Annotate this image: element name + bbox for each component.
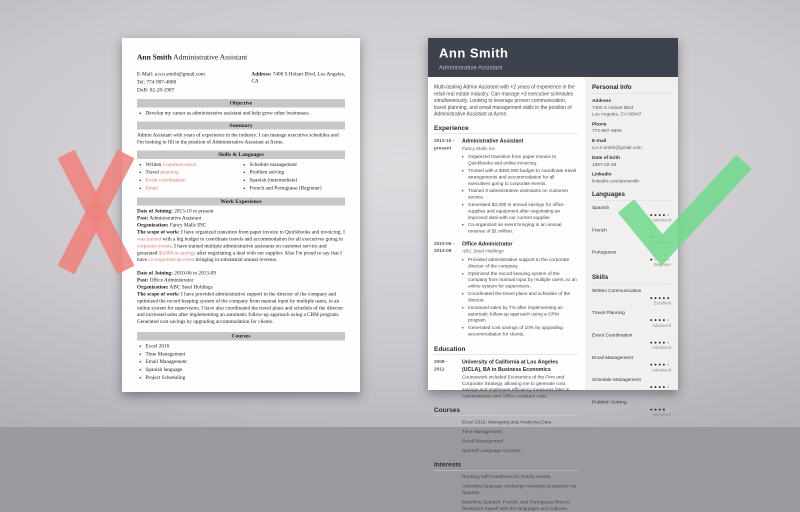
- dots-filled: ●●●●: [649, 317, 667, 323]
- dob-line: [137, 87, 205, 94]
- candidate-name: Ann Smith: [137, 53, 172, 62]
- job-scope-label: The scope of work:: [137, 291, 180, 297]
- job-bullets: [462, 257, 578, 338]
- field-value: 1987-02-28: [592, 161, 617, 168]
- tel-line: [137, 79, 205, 86]
- dob-value: 02-28-1987: [149, 87, 175, 93]
- skill-item: • French and Portuguese (Beginner): [250, 185, 346, 192]
- skill-name: Travel Planning: [592, 310, 625, 316]
- sidebar-heading-languages: Languages: [592, 190, 671, 201]
- rating-level: Advanced: [652, 345, 671, 351]
- job-bullet: • Coordinated the travel plans and schedule of the director.: [468, 291, 578, 304]
- dots-filled: ●: [649, 234, 655, 240]
- language-rating: [592, 205, 671, 223]
- job-date-label: Date of Joining:: [137, 208, 173, 215]
- job-post-label: Post:: [137, 215, 149, 222]
- course-item: Excel 2016: Managing and Analyzing Data: [462, 419, 552, 426]
- skill-name: Email Management: [592, 354, 633, 361]
- dots-empty: ●: [666, 339, 671, 345]
- rating-level: Advanced: [652, 412, 671, 417]
- summary-text: Admin Assistant with years of experience in the industry. I can manage executive schedules and I'm looking to fill in the position of Administrative Assistant at Acme.: [137, 132, 339, 146]
- address-value: 7400 S Hobart Blvd, Los Angeles, CA: [251, 71, 345, 84]
- job-bullet: • Optimized the record keeping system of the company from manual input by multiple users, to an online system for supervisors.: [468, 271, 578, 290]
- field-label: Address: [592, 98, 612, 104]
- job-company: ABC Steel Holdings: [462, 248, 504, 255]
- job-org-line: [137, 284, 345, 291]
- sidebar-heading-personal-info: Personal Info: [592, 83, 671, 94]
- job-date-to: present: [434, 145, 452, 151]
- dots-empty: ●: [666, 406, 671, 412]
- job-scope-paragraph: [137, 291, 345, 326]
- job-org-label: Organization:: [137, 222, 169, 229]
- job-org-label: Organization:: [137, 284, 169, 291]
- skill-item: • Schedule management: [250, 161, 346, 168]
- job-post-value: Administrative Assistant: [149, 215, 202, 222]
- interest-item: Running half-marathons for charity events.: [462, 474, 552, 480]
- section-heading-courses: Courses: [434, 405, 578, 416]
- rating-level: Beginner: [653, 262, 671, 268]
- good-resume-body: [428, 77, 678, 512]
- sidebar-field-email: [592, 138, 671, 151]
- skill-item: [146, 161, 242, 168]
- sidebar-field-phone: [592, 121, 671, 134]
- dots-filled: ●: [649, 257, 655, 263]
- scope-text-flagged: $3,000 in savings: [158, 250, 196, 256]
- tel-value: 774-987-4808: [146, 79, 177, 85]
- job-details: [462, 138, 578, 236]
- field-label: Date of birth: [592, 154, 620, 161]
- skill-rating: [592, 399, 671, 417]
- interests-list: [462, 474, 578, 512]
- skill-text-flagged: planning: [160, 169, 179, 176]
- course-item: • Time Management: [146, 351, 346, 358]
- job-date-value: 2010-06 to 2013-09: [174, 270, 216, 277]
- field-value: linkedin.com/annsmith: [592, 178, 639, 185]
- job-dates: [434, 241, 462, 339]
- skill-rating: [592, 355, 671, 373]
- skill-name: Schedule Management: [592, 377, 641, 383]
- dots-filled: ●●●●: [649, 339, 667, 345]
- skill-name: Problem Solving: [592, 399, 627, 405]
- job-org-line: [137, 222, 345, 229]
- course-item: Email Management: [462, 438, 503, 445]
- dots-filled: ●●●●: [649, 362, 667, 368]
- rating-level: Advanced: [652, 217, 671, 223]
- education-entry: [434, 359, 578, 400]
- language-name: Spanish: [592, 204, 610, 211]
- rating-level: Advanced: [652, 322, 671, 328]
- good-resume-page: [428, 38, 678, 512]
- dots-empty: ●: [666, 384, 671, 390]
- interest-item: Watching Spanish, French, and Portuguese films to familiarize myself with the languages and cultures.: [462, 499, 571, 512]
- job-bullet: • Increased sales by 7% after implementing an automatic follow-up approach using a CRM program.: [468, 305, 578, 324]
- education-description: Coursework included Economics of the Firm and Corporate Strategy, allowing me to generate cost savings and implement efficiency measures later in Administrative and Office Assistant roles.: [462, 374, 570, 400]
- candidate-job-title: Administrative Assistant: [439, 64, 503, 72]
- skill-text: Written: [145, 161, 163, 168]
- good-main-column: [428, 77, 585, 512]
- job-date-line: [137, 270, 345, 277]
- job-date-line: [137, 208, 345, 215]
- skill-rating: [592, 332, 671, 350]
- courses-list: [462, 420, 578, 455]
- job-date-to: 2013-09: [434, 248, 452, 254]
- job-bullet: • Generated cost savings of 10% by upgrading accommodation for clients.: [468, 325, 578, 338]
- education-date-from: 2008 -: [434, 359, 448, 365]
- email-value: a.n.n.smith@gmail.com: [154, 71, 205, 77]
- dots-filled: ●●●●: [649, 212, 667, 218]
- scope-text: with a big budget to coordinate travels and accommodation for all executives going to: [161, 236, 344, 242]
- scope-text: after negotiating a deal with our supplier. Also I'm proud to say that I have: [137, 250, 342, 263]
- job-bullet: • Provided administrative support to the corporate director of the company.: [468, 257, 578, 270]
- education-details: [462, 359, 578, 400]
- language-name: Portuguese: [592, 249, 617, 256]
- job-title: Office Administrator: [462, 241, 513, 248]
- bad-resume-content: [122, 38, 360, 392]
- skill-rating: [592, 377, 671, 395]
- good-job-2: [434, 241, 578, 339]
- scope-text: I have provided administrative support to the director of the company and optimized the record keeping system of the company from manual input by multiple users, to an online system for supervisors. I have also coordinated the travel plans and schedule of the director and increased sales after implementing an automatic follow-up approach using a CRM program. Generated cost savings by upgrading accommodation for clients.: [137, 291, 344, 325]
- skill-item: [146, 185, 242, 192]
- scope-text: I have organized transition from paper invoice to Quickbooks and invoicing. I: [181, 229, 345, 236]
- summary-text: Multi-tasking Admin Assistant with +2 years of experience in the retail real estate industry. Can manage +3 executive schedules simultaneously. Looking to leverage proven communication, travel planning, and email management skills in the position of Administrative Assistant at Acme.: [434, 84, 575, 118]
- job-scope-label: The scope of work:: [137, 229, 180, 236]
- section-heading-skills: Skills & Languages: [137, 150, 345, 158]
- dots-filled: ●●●●: [649, 384, 667, 390]
- bad-job-1: [137, 208, 345, 263]
- tel-label: Tel:: [137, 79, 146, 85]
- field-label: LinkedIn: [592, 171, 612, 178]
- job-date-label: Date of Joining:: [137, 270, 173, 277]
- job-company: Fancy Malls Inc.: [462, 145, 497, 152]
- section-heading-objective: Objective: [137, 99, 345, 107]
- section-heading-courses: Courses: [137, 332, 345, 340]
- sidebar-field-address: [592, 98, 671, 118]
- section-heading-education: Education: [434, 344, 578, 355]
- job-post-line: [137, 215, 345, 222]
- skill-item: • Problem solving: [250, 169, 346, 176]
- skill-item: [146, 169, 242, 176]
- job-post-value: Office Administrator: [149, 277, 194, 284]
- job-org-value: Fancy Malls INC: [169, 222, 207, 229]
- skill-text-flagged: Email: [145, 185, 159, 192]
- dots-filled: ●●●●●: [649, 295, 671, 301]
- scope-text-flagged: co-organized an event: [148, 257, 195, 263]
- language-rating: [592, 250, 671, 268]
- rating-level: Excellent: [653, 300, 671, 306]
- dots-empty: ●: [666, 212, 671, 218]
- dob-label: DoB:: [137, 87, 149, 93]
- field-value: a.n.n.smith@gmail.com: [592, 145, 642, 151]
- objective-item: • Develop my career as administrative assistant and help grow other businesses.: [146, 110, 346, 117]
- skills-columns: [137, 161, 345, 193]
- job-dates: [434, 138, 462, 236]
- education-dates: [434, 359, 462, 400]
- field-label: E-mail: [592, 138, 607, 144]
- field-value: 774-987-4808: [592, 128, 622, 134]
- field-label: Phone: [592, 121, 607, 127]
- language-rating: [592, 227, 671, 245]
- dots-filled: ●●●●: [649, 406, 667, 412]
- rating-level: Advanced: [652, 389, 671, 395]
- skill-text: Travel: [145, 169, 161, 176]
- job-date-value: 2013-10 to present: [174, 208, 214, 215]
- field-value: Los Angeles, CA 90047: [592, 111, 642, 117]
- sidebar-field-linkedin: [592, 172, 671, 185]
- skill-rating: [592, 310, 671, 328]
- bad-contact-block: [137, 71, 345, 95]
- candidate-name: Ann Smith: [439, 45, 509, 61]
- good-job-1: [434, 138, 578, 236]
- course-item: • Excel 2016: [146, 343, 346, 350]
- email-label: E-Mail:: [137, 71, 154, 77]
- job-bullets: [462, 154, 578, 235]
- job-bullet: • Trusted with a $350,000 budget to coordinate travel arrangements and accommodation for all executives going to corporate events.: [468, 168, 578, 187]
- language-name: French: [592, 227, 607, 233]
- sidebar-field-dob: [592, 155, 671, 168]
- field-value: 7400 S Hobart Blvd: [592, 104, 634, 111]
- section-heading-summary: Summary: [137, 121, 345, 129]
- job-details: [462, 241, 578, 339]
- course-item: Time Management: [462, 429, 502, 435]
- rating-level: Advanced: [652, 367, 671, 373]
- education-date-to: 2012: [434, 366, 445, 372]
- scope-text-flagged: corporate events: [137, 243, 172, 249]
- scope-text: . I have trained multiple administrative assistants on customer service and generated: [137, 243, 327, 256]
- good-resume-content: [428, 38, 678, 512]
- bad-job-2: [137, 270, 345, 325]
- course-item: • Project Scheduling: [146, 375, 346, 382]
- skill-text-flagged: Communication: [162, 161, 197, 168]
- skill-text-flagged: Event coordination: [145, 177, 186, 184]
- section-heading-experience: Experience: [434, 123, 578, 134]
- rating-level: Beginner: [653, 239, 671, 245]
- education-degree: University of California at Los Angeles (UCLA), BA in Business Economics: [462, 359, 559, 373]
- interest-item: Attending language exchange meetings to practice my Spanish.: [462, 483, 577, 496]
- skill-item: • Spanish (intermediate): [250, 177, 346, 184]
- skills-col-1: [137, 161, 241, 193]
- objective-list: [137, 110, 345, 117]
- course-item: • Spanish language: [146, 367, 346, 374]
- job-post-label: Post:: [137, 277, 149, 284]
- address-label: Address:: [251, 71, 272, 77]
- job-bullet: • Generated $3,000 in annual savings for office supplies and equipment after negotiating an improved deal with our current supplier.: [468, 202, 578, 221]
- job-date-from: 2010-06 -: [434, 241, 455, 247]
- job-bullet: • Co-organized an event bringing in an annual revenue of $1 million.: [468, 222, 578, 235]
- dots-empty: ●●●●: [654, 257, 671, 263]
- job-title: Administrative Assistant: [462, 138, 524, 145]
- job-org-value: ABC Steel Holdings: [169, 284, 213, 291]
- course-item: • Email Management: [146, 359, 346, 366]
- dots-empty: ●: [666, 317, 671, 323]
- good-resume-header: [428, 38, 678, 77]
- candidate-job-title: Administrative Assistant: [173, 53, 248, 62]
- course-item: Spanish Language Courses: [462, 447, 521, 454]
- job-bullet: • Organized transition from paper invoice to Quickbooks and online invoicing.: [468, 154, 578, 167]
- scope-text-flagged: was trained: [137, 236, 162, 242]
- section-heading-interests: Interests: [434, 460, 578, 471]
- address-line: [251, 71, 345, 85]
- bad-contact-left: [137, 71, 205, 95]
- skill-name: Written Communication: [592, 287, 642, 294]
- job-post-line: [137, 277, 345, 284]
- skill-rating: [592, 288, 671, 306]
- courses-list: [137, 343, 345, 382]
- dots-empty: ●: [666, 362, 671, 368]
- job-bullet: • Trained 3 administrative assistants on customer service.: [468, 188, 578, 201]
- sidebar-heading-skills: Skills: [592, 273, 671, 284]
- job-scope-paragraph: [137, 229, 345, 264]
- good-sidebar: [585, 77, 678, 417]
- skills-col-2: [241, 161, 345, 193]
- email-line: [137, 71, 205, 78]
- job-date-from: 2013-10 -: [434, 138, 455, 144]
- bad-contact-right: [251, 71, 345, 95]
- skill-name: Event Coordination: [592, 332, 633, 338]
- bad-resume-name-line: [137, 53, 345, 63]
- section-heading-work: Work Experience: [137, 197, 345, 205]
- bad-resume-page: [122, 38, 360, 392]
- dots-empty: ●●●●: [654, 234, 671, 240]
- skill-item: [146, 177, 242, 184]
- scope-text: bringing in substantial annual revenue.: [194, 257, 278, 263]
